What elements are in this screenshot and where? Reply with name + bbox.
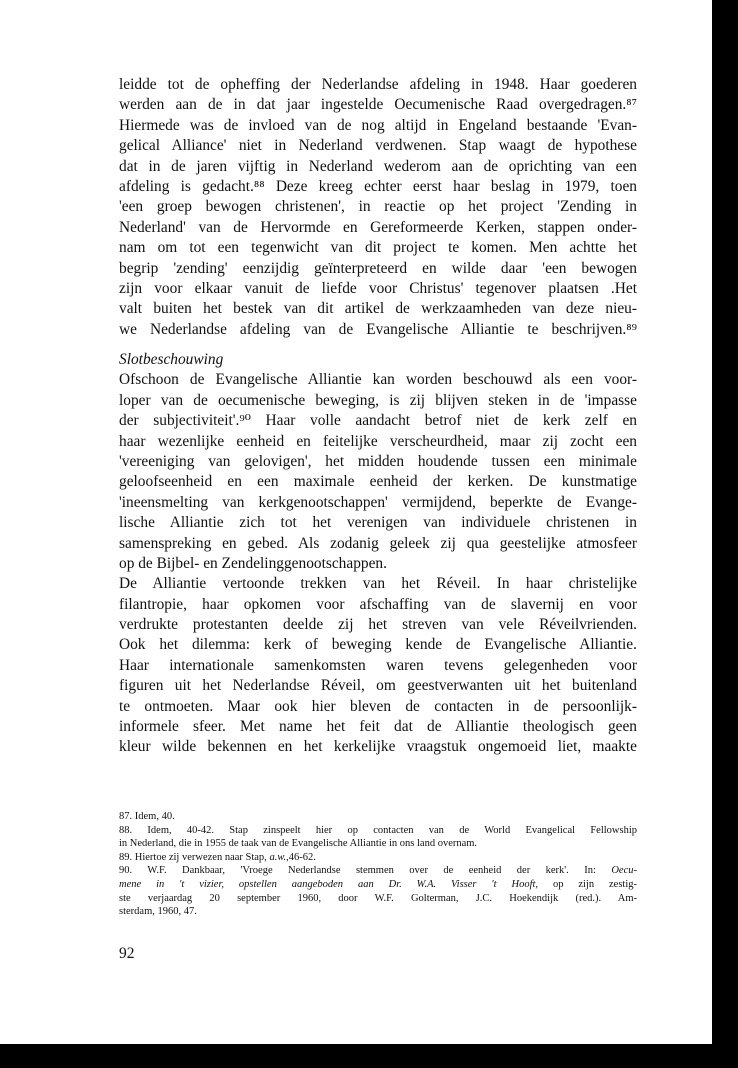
text-line: Haar internationale samenkomsten waren tevens gelegenheden voor bbox=[119, 656, 637, 674]
footnotes bbox=[119, 810, 637, 919]
footnote-90-cont: ste verjaardag 20 september 1960, door W.F. Golterman, J.C. Hoekendijk (red.). Am- bbox=[119, 892, 637, 904]
text-line: begrip 'zending' eenzijdig geïnterpreteerd en wilde daar 'een bewogen bbox=[119, 259, 637, 277]
footnote-89 bbox=[119, 851, 637, 865]
scan-edge-bottom bbox=[0, 1044, 738, 1068]
footnote-90-italic: Oecu- bbox=[611, 865, 637, 877]
section-heading: Slotbeschouwing bbox=[119, 351, 224, 368]
text-line: kleur wilde bekennen en het kerkelijke vraagstuk ongemoeid liet, maakte bbox=[119, 738, 637, 756]
text-line: gelical Alliance' niet in Nederland verdwenen. Stap waagt de hypothese bbox=[119, 137, 637, 155]
text-line: leidde tot de opheffing der Nederlandse afdeling in 1948. Haar goederen bbox=[119, 76, 637, 93]
text-line: lische Alliantie zich tot het verenigen van individuele christenen in bbox=[119, 514, 637, 532]
text-line: haar wezenlijke eenheid en feitelijke verscheurdheid, maar zij zocht een bbox=[119, 432, 637, 450]
text-line: verdrukte protestanten deelde zij het streven van vele Réveilvrienden. bbox=[119, 616, 637, 634]
text-line: nam om tot een tegenwicht van dit project te komen. Men achtte het bbox=[119, 239, 637, 257]
footnote-87: 87. Idem, 40. bbox=[119, 811, 175, 822]
text-line: op de Bijbel- en Zendelinggenootschappen. bbox=[119, 554, 387, 572]
text-line: Hiermede was de invloed van de nog altijd in Engeland bestaande 'Evan- bbox=[119, 116, 637, 134]
text-line: De Alliantie vertoonde trekken van het Réveil. In haar christelijke bbox=[119, 575, 637, 593]
footnote-90-cont: sterdam, 1960, 47. bbox=[119, 906, 197, 918]
footnote-90-title: mene in 't vizier, opstellen aangeboden aan Dr. W.A. Visser 't Hooft, bbox=[119, 878, 539, 890]
footnote-90-text: op zijn zestig- bbox=[538, 878, 637, 890]
text-line: informele sfeer. Met name het feit dat de Alliantie theologisch geen bbox=[119, 718, 637, 736]
footnote-90 bbox=[119, 864, 637, 878]
text-line: afdeling is gedacht.⁸⁸ Deze kreeg echter eerst haar beslag in 1979, toen bbox=[119, 177, 637, 195]
footnote-89-text: 89. Hiertoe zij verwezen naar Stap, bbox=[119, 851, 270, 863]
scan-edge-right bbox=[712, 0, 738, 1068]
text-line: dat in de jaren vijftig in Nederland wederom aan de oprichting van een bbox=[119, 157, 637, 175]
text-line: valt buiten het bestek van dit artikel de werkzaamheden van deze nieu- bbox=[119, 300, 637, 318]
text-line: figuren uit het Nederlandse Réveil, om geestverwanten uit het buitenland bbox=[119, 677, 637, 695]
text-line: werden aan de in dat jaar ingestelde Oecumenische Raad overgedragen.⁸⁷ bbox=[119, 96, 637, 114]
text-line: Ofschoon de Evangelische Alliantie kan worden beschouwd als een voor- bbox=[119, 371, 637, 389]
text-line: Ook het dilemma: kerk of beweging kende de Evangelische Alliantie. bbox=[119, 636, 637, 654]
footnote-89-tail: ,46-62. bbox=[286, 851, 316, 863]
paragraph-alliance-history bbox=[119, 75, 637, 340]
footnote-90-cont bbox=[119, 878, 637, 892]
footnote-88-cont: in Nederland, die in 1955 de taak van de Evangelische Alliantie in ons land overnam. bbox=[119, 838, 478, 850]
text-line: geloofseenheid en een maximale eenheid der kerken. De kunstmatige bbox=[119, 473, 637, 491]
page-number: 92 bbox=[119, 945, 135, 962]
text-line: loper van de oecumenische beweging, is zij blijven steken in de 'impasse bbox=[119, 391, 637, 409]
text-line: samenspreking en gebed. Als zodanig geleek zij qua geestelijke atmosfeer bbox=[119, 534, 637, 552]
text-line: zijn voor elkaar vanuit de liefde voor Christus' tegenover plaatsen .Het bbox=[119, 279, 637, 297]
text-line: we Nederlandse afdeling van de Evangelische Alliantie te beschrijven.⁸⁹ bbox=[119, 320, 637, 338]
text-line: 'een groep bewogen christenen', in reactie op het project 'Zending in bbox=[119, 198, 637, 216]
text-line: 'vereeniging van gelovigen', het midden houdende tussen een minimale bbox=[119, 452, 637, 470]
footnote-90-text: 90. W.F. Dankbaar, 'Vroege Nederlandse stemmen over de eenheid der kerk'. In: bbox=[119, 865, 612, 877]
text-line: filantropie, haar opkomen voor afschaffing van de slavernij en voor bbox=[119, 595, 637, 613]
footnote-89-italic: a.w. bbox=[269, 851, 287, 863]
footnote-88: 88. Idem, 40-42. Stap zinspeelt hier op contacten van de World Evangelical Fellowship bbox=[119, 824, 637, 836]
text-line: der subjectiviteit'.⁹⁰ Haar volle aandacht betrof niet de kerk zelf en bbox=[119, 412, 637, 430]
text-line: Nederland' van de Hervormde en Gereformeerde Kerken, stappen onder- bbox=[119, 218, 637, 236]
text-line: te ontmoeten. Maar ook hier bleven de contacten in de persoonlijk- bbox=[119, 697, 637, 715]
text-line: 'ineensmelting van kerkgenootschappen' vermijdend, beperkte de Evange- bbox=[119, 493, 637, 511]
section-slotbeschouwing bbox=[119, 350, 637, 758]
